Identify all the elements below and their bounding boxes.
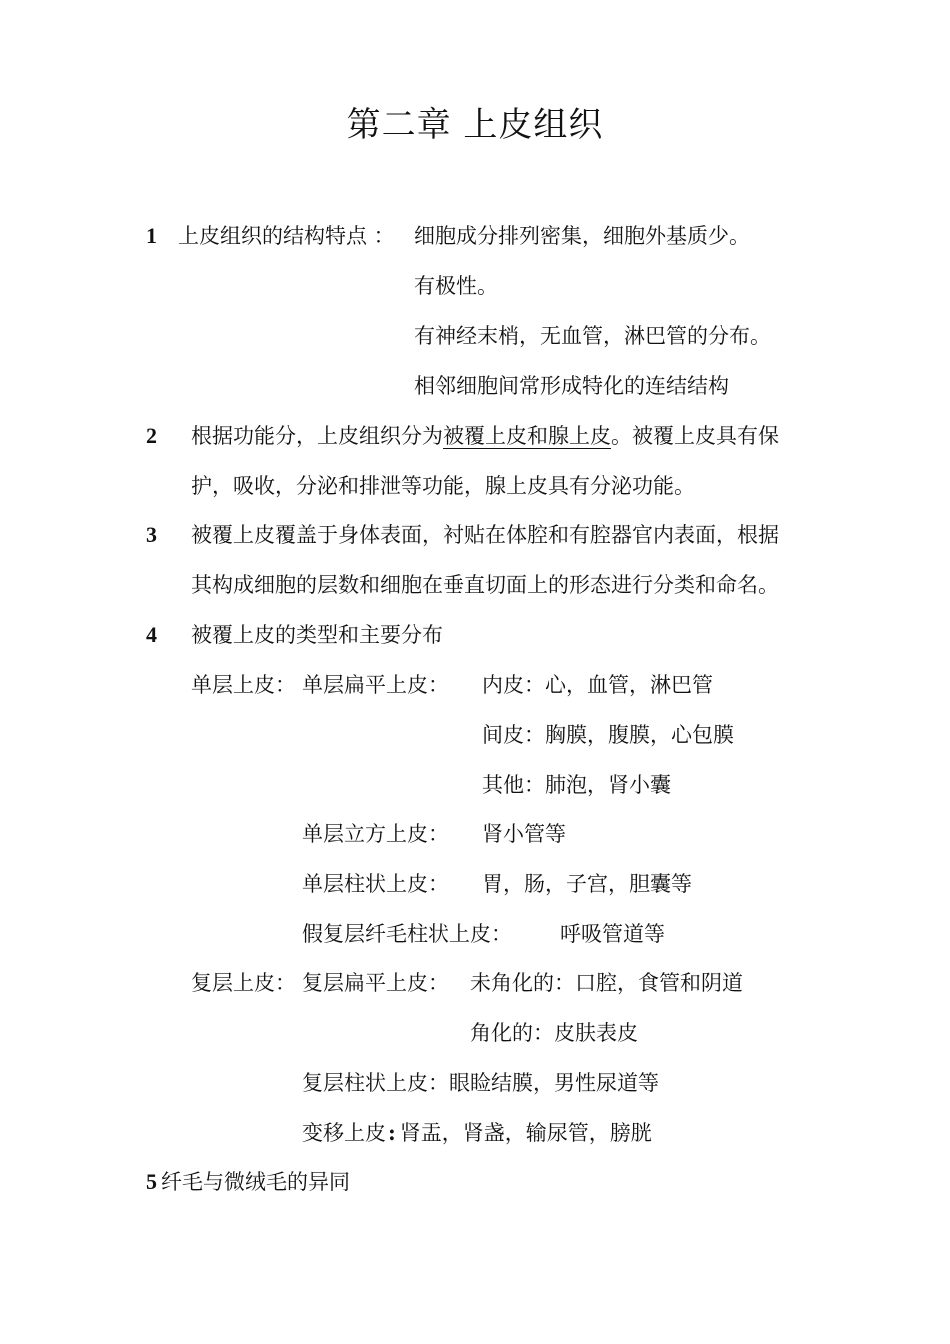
pseudostratified-value: 呼吸管道等 [560, 922, 665, 946]
section-number-5: 5 [146, 1169, 157, 1194]
simple-cuboidal-value: 肾小管等 [482, 822, 566, 846]
transitional-line [302, 1119, 652, 1147]
section-2-line-2: 护，吸收，分泌和排泄等功能，腺上皮具有分泌功能。 [191, 474, 695, 498]
section-5-text: 纤毛与微绒毛的异同 [161, 1170, 350, 1194]
section-2-text-pre: 根据功能分，上皮组织分为 [191, 424, 443, 448]
transitional-label: 变移上皮 [302, 1121, 386, 1145]
section-number-3: 3 [146, 522, 157, 547]
stratified-squamous-nonkeratinized: 未角化的：口腔，食管和阴道 [470, 971, 743, 995]
section-1-line-4: 相邻细胞间常形成特化的连结结构 [414, 374, 729, 398]
section-number-4: 4 [146, 622, 157, 647]
stratified-columnar-line: 复层柱状上皮：眼睑结膜，男性尿道等 [302, 1071, 659, 1095]
section-2-text-post: 。被覆上皮具有保 [611, 424, 779, 448]
simple-squamous-other: 其他：肺泡，肾小囊 [482, 773, 671, 797]
transitional-value: 肾盂，肾盏，输尿管，膀胱 [399, 1121, 652, 1145]
section-number-1: 1 [146, 223, 157, 248]
stratified-label: 复层上皮： [191, 971, 296, 995]
section-1-line-3: 有神经末梢，无血管，淋巴管的分布。 [414, 324, 771, 348]
simple-columnar-value: 胃，肠，子宫，胆囊等 [482, 872, 692, 896]
simple-columnar-label: 单层柱状上皮： [302, 872, 449, 896]
section-3-line-1: 被覆上皮覆盖于身体表面，衬贴在体腔和有腔器官内表面，根据 [191, 523, 779, 547]
simple-squamous-label: 单层扁平上皮： [302, 673, 449, 697]
stratified-squamous-keratinized: 角化的：皮肤表皮 [470, 1021, 638, 1045]
stratified-squamous-label: 复层扁平上皮： [302, 971, 449, 995]
section-1-line-2: 有极性。 [414, 274, 498, 298]
section-4-heading: 被覆上皮的类型和主要分布 [191, 623, 443, 647]
section-1-label: 上皮组织的结构特点 ： [178, 224, 395, 248]
section-5-line [146, 1168, 350, 1196]
simple-cuboidal-label: 单层立方上皮： [302, 822, 449, 846]
single-layer-label: 单层上皮： [191, 673, 296, 697]
pseudostratified-label: 假复层纤毛柱状上皮： [302, 922, 512, 946]
transitional-colon: : [388, 1120, 396, 1145]
underlined-term: 被覆上皮和腺上皮 [443, 424, 611, 448]
section-2-line-1 [191, 422, 779, 450]
simple-squamous-mesothelium: 间皮：胸膜，腹膜，心包膜 [482, 723, 734, 747]
section-number-2: 2 [146, 423, 157, 448]
section-1-line-1: 细胞成分排列密集，细胞外基质少。 [414, 224, 750, 248]
simple-squamous-endothelium: 内皮：心，血管，淋巴管 [482, 673, 713, 697]
section-3-line-2: 其构成细胞的层数和细胞在垂直切面上的形态进行分类和命名。 [191, 573, 779, 597]
page-title: 第二章 上皮组织 [346, 105, 604, 145]
